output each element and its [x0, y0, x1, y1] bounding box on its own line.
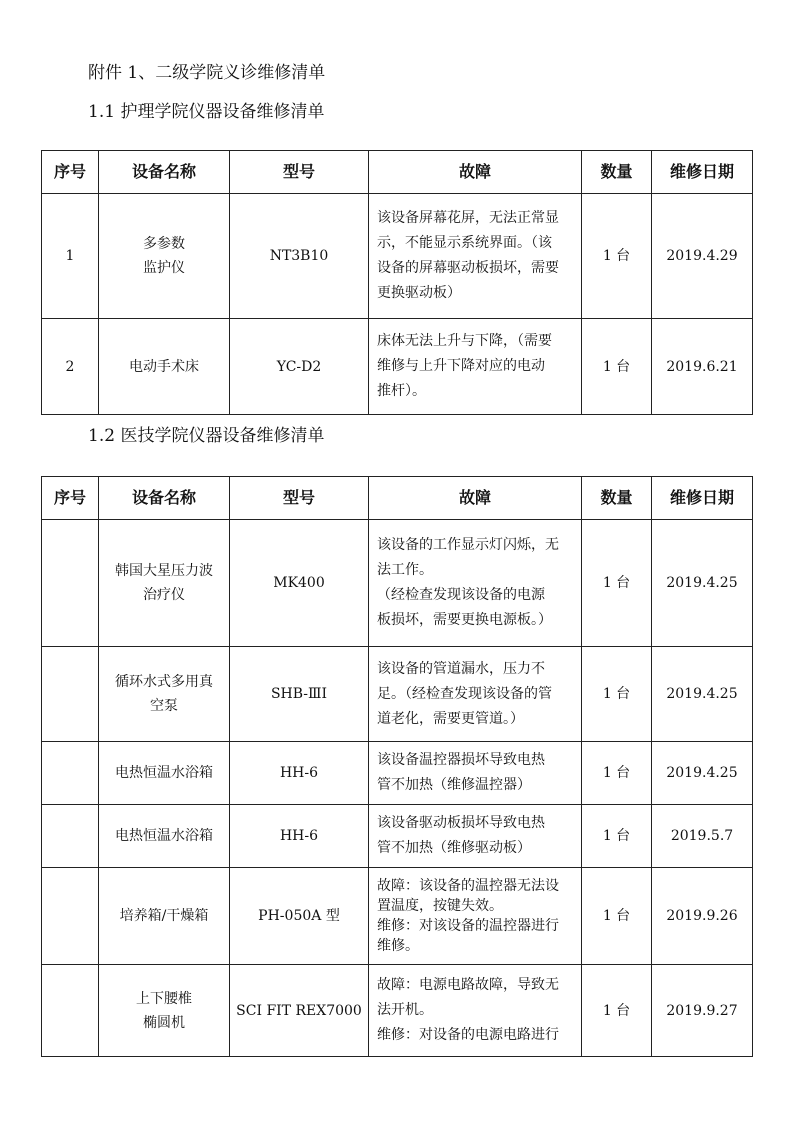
cell-model: HH-6	[230, 805, 369, 868]
col-header-qty: 数量	[582, 151, 652, 194]
cell-name-line: 椭圆机	[143, 1014, 185, 1031]
cell-date: 2019.5.7	[652, 805, 753, 868]
col-header-date: 维修日期	[652, 477, 753, 520]
cell-fault-line: 该设备驱动板损坏导致电热	[377, 815, 545, 831]
cell-fault-line: 推杆）。	[377, 383, 426, 399]
cell-no	[42, 520, 99, 647]
cell-fault-line: 法开机。	[377, 1002, 433, 1018]
cell-no: 1	[42, 194, 99, 319]
cell-qty: 1 台	[582, 319, 652, 415]
table-row	[42, 194, 753, 319]
col-header-no: 序号	[42, 477, 99, 520]
table-header-row	[42, 151, 753, 194]
cell-date: 2019.4.25	[652, 520, 753, 647]
cell-name	[99, 194, 230, 319]
cell-model: MK400	[230, 520, 369, 647]
col-header-name: 设备名称	[99, 477, 230, 520]
cell-model: HH-6	[230, 742, 369, 805]
table-header-row	[42, 477, 753, 520]
cell-name	[99, 965, 230, 1057]
table-row	[42, 647, 753, 742]
table-row	[42, 868, 753, 965]
cell-name	[99, 520, 230, 647]
cell-name-line: 监护仪	[143, 260, 185, 276]
col-header-fault: 故障	[369, 151, 582, 194]
cell-fault	[369, 965, 582, 1057]
cell-fault-line: 床体无法上升与下降，（需要	[377, 333, 552, 349]
col-header-model: 型号	[230, 151, 369, 194]
cell-qty: 1 台	[582, 965, 652, 1057]
cell-fault-line: 道老化，需要更管道。）	[377, 710, 524, 727]
cell-fault-line: 该设备的管道漏水，压力不	[377, 660, 545, 677]
cell-fault-line: 维修：对设备的电源电路进行	[377, 1027, 559, 1043]
cell-name-line: 电热恒温水浴箱	[115, 828, 213, 844]
table-row	[42, 965, 753, 1057]
cell-name	[99, 319, 230, 415]
cell-fault-line: 法工作。	[377, 562, 433, 578]
cell-name	[99, 805, 230, 868]
cell-fault-line: （经检查发现该设备的电源	[377, 587, 545, 603]
cell-fault-line: 该设备屏幕花屏，无法正常显	[377, 210, 559, 226]
cell-name-line: 培养箱/干燥箱	[119, 908, 209, 924]
col-header-date: 维修日期	[652, 151, 753, 194]
cell-fault-line: 示，不能显示系统界面。（该	[377, 235, 552, 251]
cell-fault-line: 故障：该设备的温控器无法设	[377, 878, 559, 894]
cell-fault	[369, 805, 582, 868]
cell-qty: 1 台	[582, 647, 652, 742]
cell-no: 2	[42, 319, 99, 415]
cell-date: 2019.4.25	[652, 742, 753, 805]
cell-fault-line: 维修。	[377, 938, 419, 954]
appendix-title: 附件 1、二级学院义诊维修清单	[88, 63, 326, 83]
cell-fault-line: 维修与上升下降对应的电动	[377, 358, 545, 374]
cell-date: 2019.9.27	[652, 965, 753, 1057]
cell-fault-line: 该设备的工作显示灯闪烁，无	[377, 537, 559, 553]
section-title-medtech: 1.2 医技学院仪器设备维修清单	[88, 426, 325, 446]
cell-fault	[369, 194, 582, 319]
cell-no	[42, 647, 99, 742]
cell-fault-line: 板损坏，需要更换电源板。）	[377, 612, 552, 628]
nursing-repair-table	[41, 150, 753, 415]
cell-fault-line: 设备的屏幕驱动板损坏，需要	[377, 260, 559, 276]
cell-fault	[369, 868, 582, 965]
col-header-no: 序号	[42, 151, 99, 194]
cell-name-line: 电热恒温水浴箱	[115, 765, 213, 781]
cell-model: SCI FIT REX7000	[230, 965, 369, 1057]
cell-fault-line: 置温度，按键失效。	[377, 898, 503, 914]
cell-date: 2019.4.25	[652, 647, 753, 742]
col-header-qty: 数量	[582, 477, 652, 520]
table-row	[42, 805, 753, 868]
cell-fault-line: 故障：电源电路故障，导致无	[377, 977, 559, 993]
cell-model: NT3B10	[230, 194, 369, 319]
cell-name-line: 上下腰椎	[136, 990, 192, 1007]
medtech-repair-table	[41, 476, 753, 1057]
cell-name	[99, 647, 230, 742]
col-header-model: 型号	[230, 477, 369, 520]
cell-model: YC-D2	[230, 319, 369, 415]
col-header-name: 设备名称	[99, 151, 230, 194]
cell-name-line: 空泵	[150, 698, 178, 714]
cell-name-line: 治疗仪	[143, 587, 185, 603]
cell-qty: 1 台	[582, 742, 652, 805]
cell-qty: 1 台	[582, 520, 652, 647]
cell-fault-line: 管不加热（维修驱动板）	[377, 840, 531, 856]
cell-no	[42, 965, 99, 1057]
cell-name	[99, 868, 230, 965]
cell-fault	[369, 742, 582, 805]
table-row	[42, 520, 753, 647]
cell-no	[42, 742, 99, 805]
cell-name	[99, 742, 230, 805]
cell-date: 2019.9.26	[652, 868, 753, 965]
cell-fault-line: 更换驱动板）	[377, 285, 461, 301]
cell-date: 2019.4.29	[652, 194, 753, 319]
cell-date: 2019.6.21	[652, 319, 753, 415]
col-header-fault: 故障	[369, 477, 582, 520]
table-row	[42, 319, 753, 415]
cell-fault-line: 该设备温控器损坏导致电热	[377, 752, 545, 768]
cell-qty: 1 台	[582, 868, 652, 965]
cell-model: PH-050A 型	[230, 868, 369, 965]
cell-name-line: 循环水式多用真	[115, 674, 213, 690]
cell-fault	[369, 319, 582, 415]
table-row	[42, 742, 753, 805]
cell-fault-line: 足。（经检查发现该设备的管	[377, 685, 552, 702]
cell-fault-line: 维修：对该设备的温控器进行	[377, 918, 559, 934]
cell-qty: 1 台	[582, 194, 652, 319]
cell-fault	[369, 647, 582, 742]
cell-no	[42, 868, 99, 965]
cell-fault	[369, 520, 582, 647]
section-title-nursing: 1.1 护理学院仪器设备维修清单	[88, 102, 325, 122]
cell-name-line: 电动手术床	[129, 358, 199, 375]
cell-qty: 1 台	[582, 805, 652, 868]
cell-name-line: 韩国大星压力波	[115, 563, 213, 579]
cell-model: SHB-ⅢI	[230, 647, 369, 742]
cell-no	[42, 805, 99, 868]
cell-fault-line: 管不加热（维修温控器）	[377, 777, 531, 793]
cell-name-line: 多参数	[143, 236, 185, 252]
